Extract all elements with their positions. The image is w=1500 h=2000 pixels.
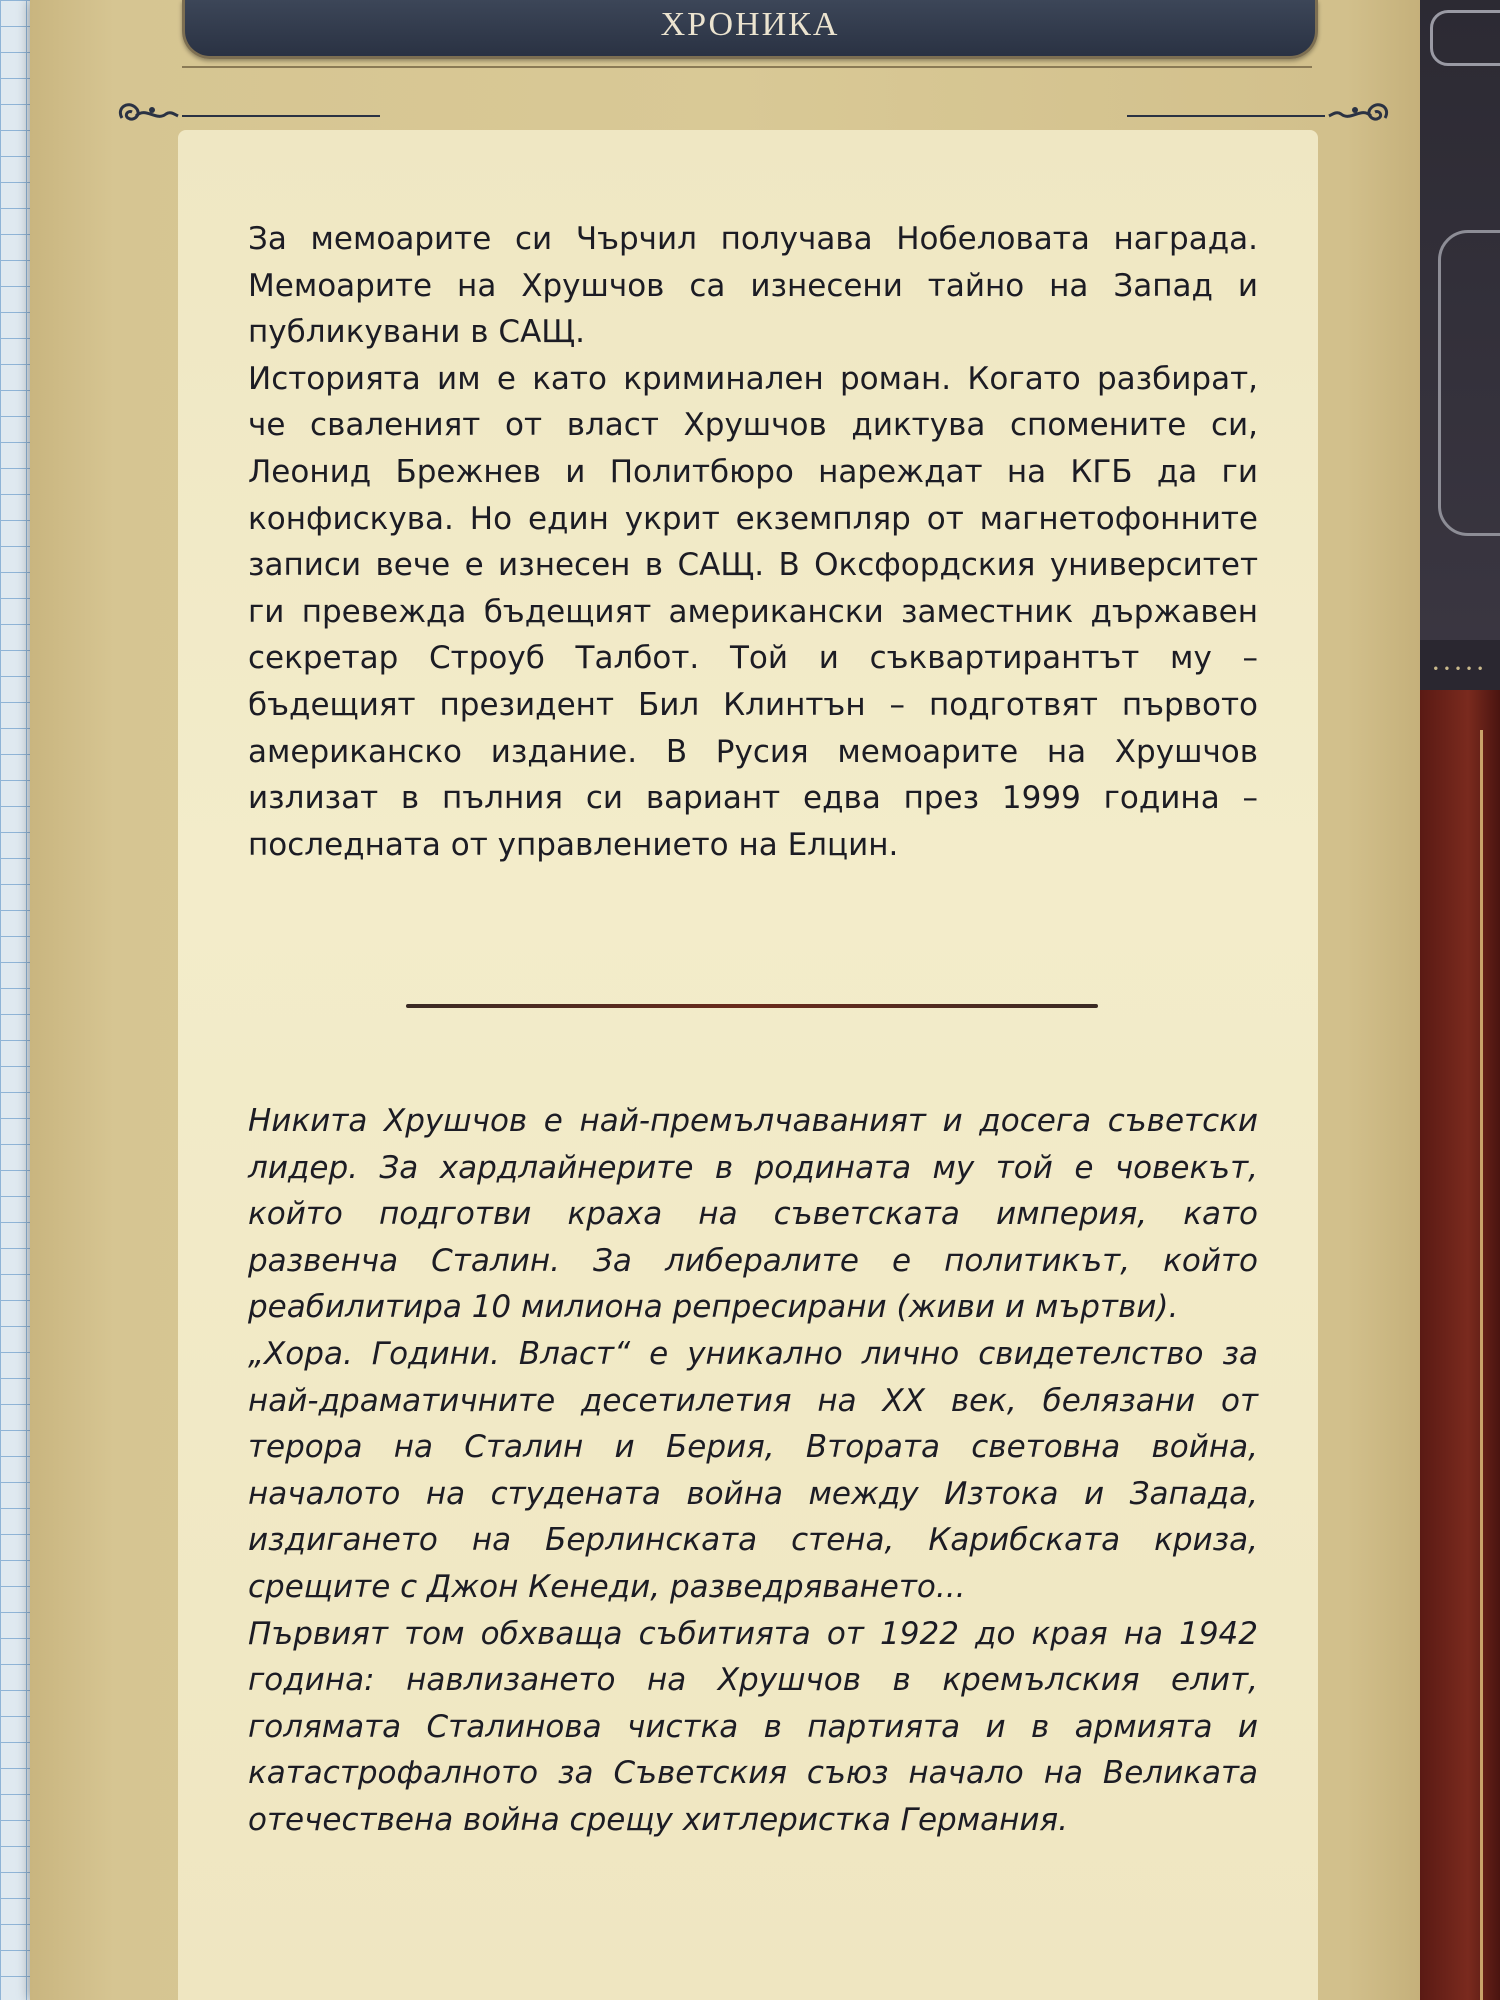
adjacent-book-dark-section [1420, 0, 1500, 640]
paragraph-nobel: За мемоарите си Чърчил получава Нобеловата награда. Мемоарите на Хрушчов са изнесени тайно на Запад и публикувани в САЩ. [248, 221, 1258, 351]
header-underline [182, 66, 1312, 68]
history-text-block [248, 216, 1258, 868]
header-title: ХРОНИКА [660, 6, 840, 43]
divider-line [406, 1004, 1098, 1008]
adjacent-dots: ••••• [1432, 662, 1488, 676]
text-panel [178, 130, 1318, 2000]
paragraph-memoir-title: „Хора. Години. Власт“ е уникално лично свидетелство за най-драматичните десетилетия на XX век, белязани от терора на Сталин и Берия, Втората световна война, началото на студената война между Изтока и Запада, издигането на Берлинската стена, Карибската криза, срещите с Джон Кенеди, разведряването... [248, 1335, 1258, 1605]
adjacent-frame-middle [1438, 230, 1500, 536]
adjacent-gold-line [1480, 730, 1483, 2000]
description-text-block [248, 1098, 1258, 1844]
adjacent-book-red-section [1420, 690, 1500, 2000]
paragraph-history: Историята им е като криминален роман. Когато разбират, че сваленият от власт Хрушчов диктува спомените си, Леонид Брежнев и Политбюро нареждат на КГБ да ги конфискува. Но един укрит екземпляр от магнетофонните записи вече е изнесен в САЩ. В Оксфордския университет ги превежда бъдещият американски заместник държавен секретар Строуб Талбот. Той и съквартирантът му – бъдещият президент Бил Клинтън – подготвят първото американско издание. В Русия мемоарите на Хрушчов излизат в пълния си вариант едва през 1999 година – последната от управлението на Елцин. [248, 360, 1258, 863]
header-banner [182, 0, 1318, 59]
paragraph-first-volume: Първият том обхваща събитията от 1922 до края на 1942 година: навлизането на Хрушчов в кремълския елит, голямата Сталинова чистка в партията и в армията и катастрофалното за Съветския съюз начало на Великата отечествена война срещу хитлеристка Германия. [248, 1615, 1258, 1838]
adjacent-frame-top [1430, 10, 1500, 66]
book-back-cover [30, 0, 1430, 2000]
adjacent-book-edge [1420, 0, 1500, 2000]
paragraph-khrushchev: Никита Хрушчов е най-премълчаваният и досега съветски лидер. За хардлайнерите в родината му той е човекът, който подготви краха на съветската империя, като развенча Сталин. За либералите е политикът, който реабилитира 10 милиона репресирани (живи и мъртви). [248, 1103, 1258, 1326]
